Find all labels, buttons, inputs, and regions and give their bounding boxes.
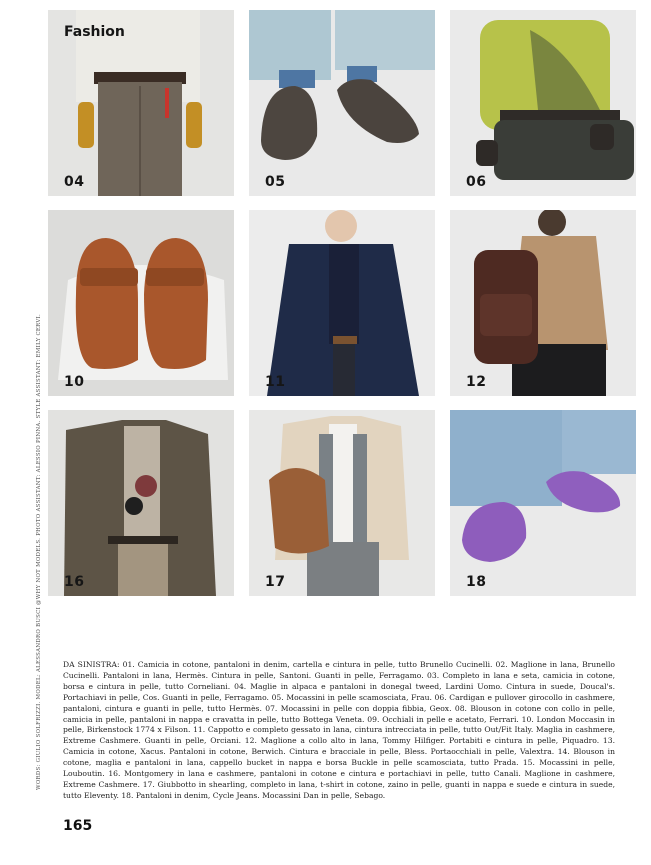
photo-12-image — [450, 210, 636, 396]
photo-17 — [249, 410, 435, 596]
page-number: 165 — [63, 818, 93, 834]
photo-05 — [249, 10, 435, 196]
photo-06-image — [450, 10, 636, 196]
section-title: Fashion — [64, 24, 125, 40]
photo-16 — [48, 410, 234, 596]
photo-10-image — [48, 210, 234, 396]
photo-number: 16 — [64, 574, 85, 590]
photo-number: 18 — [466, 574, 487, 590]
photo-10 — [48, 210, 234, 396]
photo-number: 10 — [64, 374, 85, 390]
photo-number: 04 — [64, 174, 85, 190]
photo-12 — [450, 210, 636, 396]
photo-16-image — [48, 410, 234, 596]
photo-18 — [450, 410, 636, 596]
photo-number: 05 — [265, 174, 286, 190]
photo-number: 11 — [265, 374, 286, 390]
photo-05-image — [249, 10, 435, 196]
caption-credits: DA SINISTRA: 01. Camicia in cotone, pantaloni in denim, cartella e cintura in pelle, tutto Brunello Cucinelli. 02. Maglione in lana, Brunello Cucinelli. Pantaloni in lana, Hermès. Cintura in pelle, Santoni. Guanti in pelle, Ferragamo. 03. Completo in lana e seta, camicia in cotone, borsa e cintura in pelle, tutto Corneliani. 04. Maglie in alpaca e pantaloni in donegal tweed, Lardini Uomo. Cintura in suede, Doucal's. Portachiavi in pelle, Cos. Guanti in pelle, Ferragamo. 05. Mocassini in pelle scamosciata, Frau. 06. Cardigan e pullover girocollo in cashmere, pantaloni, cintura e guanti in pelle, tutto Hermès. 07. Mocassini in pelle con doppia fibbia, Geox. 08. Blouson in cotone con collo in pelle, camicia in pelle, pantaloni in nappa e cravatta in pelle, tutto Bottega Veneta. 09. Occhiali in pelle e acetato, Ferrari. 10. London Moccasin in pelle, Birkenstock 1774 x Filson. 11. Cappotto e completo gessato in lana, cintura intrecciata in pelle, tutto Out/Fit Italy. Maglia in cashmere, Extreme Cashmere. Guanti in pelle, Orciani. 12. Maglione a collo alto in lana, Tommy Hilfiger. Portabiti e cintura in pelle, Piquadro. 13. Camicia in cotone, Xacus. Pantaloni in cotone, Berwich. Cintura e bracciale in pelle, Bless. Portaocchiali in pelle, Valextra. 14. Blouson in cotone, maglia e pantaloni in lana, cappello bucket in nappa e borsa Buckle in pelle scamosciata, tutto Prada. 15. Mocassini in pelle, Louboutin. 16. Montgomery in lana e cashmere, pantaloni in cotone e cintura e portachiavi in pelle, tutto Canali. Maglione in cashmere, Extreme Cashmere. 17. Giubbotto in shearling, completo in lana, t-shirt in cotone, zaino in pelle, guanti in nappa e suede e cintura in suede, tutto Eleventy. 18. Pantaloni in denim, Cycle Jeans. Mocassini Dan in pelle, Sebago. — [63, 660, 615, 800]
photo-number: 17 — [265, 574, 286, 590]
photo-17-image — [249, 410, 435, 596]
photo-18-image — [450, 410, 636, 596]
photo-number: 06 — [466, 174, 487, 190]
side-credit: WORDS: GIULIO SOLFRIZZI. MODEL: ALESSANDRO BUSCI @WHY NOT MODELS. PHOTO ASSISTANT: ALESSIO PINNA. STYLE ASSISTANT: EMILY CERVI. — [36, 314, 42, 790]
photo-number: 12 — [466, 374, 487, 390]
photo-06 — [450, 10, 636, 196]
photo-11 — [249, 210, 435, 396]
photo-04 — [48, 10, 234, 196]
photo-11-image — [249, 210, 435, 396]
